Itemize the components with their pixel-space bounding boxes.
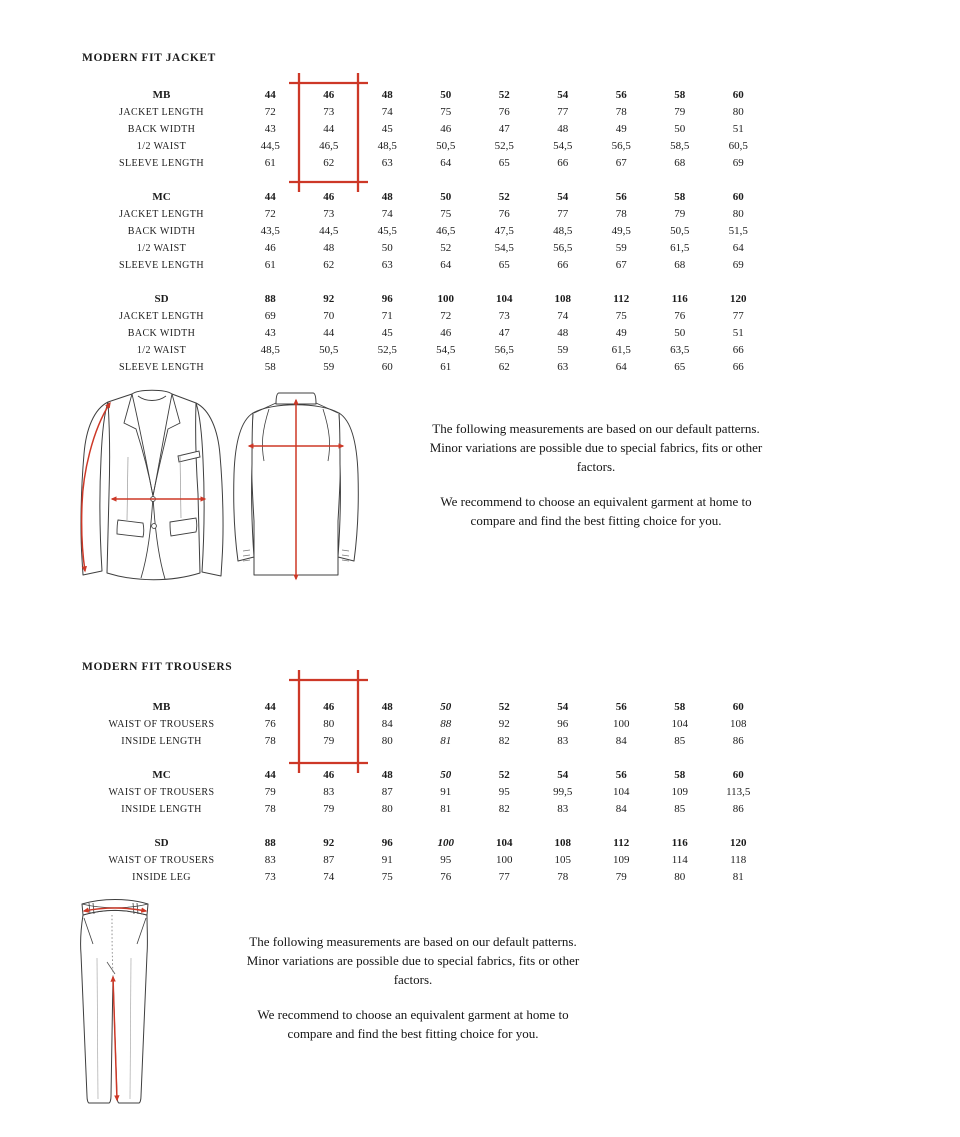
value-cell: 86 <box>732 735 744 747</box>
value-cell: 100 <box>613 718 630 730</box>
value-cell: 59 <box>615 242 627 254</box>
note-paragraph: The following measurements are based on our default patterns. Minor variations are possible due to special fabrics, fits or other factors. <box>246 934 580 987</box>
value-cell: 47,5 <box>494 225 514 237</box>
value-cell: 48 <box>557 327 569 339</box>
size-header: 52 <box>498 89 510 101</box>
value-cell: 43,5 <box>260 225 280 237</box>
value-cell: 95 <box>498 786 510 798</box>
measure-label: SLEEVE LENGTH <box>119 158 204 169</box>
value-cell: 76 <box>674 310 686 322</box>
measure-label: SLEEVE LENGTH <box>119 362 204 373</box>
jacket-back-right-sleeve <box>338 413 358 561</box>
jacket-front-left-sleeve <box>81 402 108 575</box>
measure-label: BACK WIDTH <box>127 328 196 339</box>
size-header: 60 <box>732 769 744 781</box>
value-cell: 59 <box>323 361 335 373</box>
size-header: 58 <box>674 89 686 101</box>
value-cell: 46,5 <box>436 225 456 237</box>
value-cell: 51 <box>732 123 744 135</box>
size-header: 88 <box>264 293 276 305</box>
value-cell: 61,5 <box>670 242 690 254</box>
value-cell: 50 <box>674 123 686 135</box>
value-cell: 46,5 <box>319 140 339 152</box>
measure-label: JACKET LENGTH <box>119 107 204 118</box>
size-header: 48 <box>381 701 393 713</box>
jacket-back-left-sleeve <box>234 413 254 561</box>
value-cell: 63 <box>381 259 393 271</box>
value-cell: 48,5 <box>377 140 397 152</box>
measure-label: INSIDE LEG <box>132 872 191 883</box>
value-cell: 50,5 <box>436 140 456 152</box>
value-cell: 45,5 <box>377 225 397 237</box>
size-header: 120 <box>730 837 747 849</box>
value-cell: 80 <box>732 106 744 118</box>
value-cell: 63 <box>557 361 569 373</box>
size-system-label: MC <box>152 191 171 203</box>
value-cell: 78 <box>264 803 276 815</box>
size-header: 48 <box>381 769 393 781</box>
size-header: 58 <box>674 701 686 713</box>
value-cell: 77 <box>557 208 569 220</box>
value-cell: 81 <box>440 803 452 815</box>
measure-label: BACK WIDTH <box>127 226 196 237</box>
note-paragraph: The following measurements are based on our default patterns. Minor variations are possible due to special fabrics, fits or other factors. <box>429 421 763 474</box>
size-header: 46 <box>323 89 335 101</box>
value-cell: 47 <box>498 327 510 339</box>
size-header: 56 <box>615 701 627 713</box>
size-header: 92 <box>323 837 335 849</box>
value-cell: 50,5 <box>670 225 690 237</box>
measure-label: INSIDE LENGTH <box>121 804 202 815</box>
value-cell: 82 <box>498 803 510 815</box>
size-system-label: SD <box>154 837 169 849</box>
value-cell: 73 <box>323 106 335 118</box>
value-cell: 79 <box>264 786 276 798</box>
value-cell: 64 <box>732 242 744 254</box>
value-cell: 72 <box>264 208 276 220</box>
value-cell: 44 <box>323 123 335 135</box>
value-cell: 48,5 <box>260 344 280 356</box>
jacket-notes <box>419 419 773 530</box>
size-header: 56 <box>615 89 627 101</box>
size-header: 54 <box>557 701 569 713</box>
value-cell: 54,5 <box>436 344 456 356</box>
value-cell: 52,5 <box>494 140 514 152</box>
value-cell: 60,5 <box>728 140 748 152</box>
value-cell: 64 <box>615 361 627 373</box>
trousers-table-mb <box>82 699 774 750</box>
value-cell: 68 <box>674 259 686 271</box>
value-cell: 73 <box>264 871 276 883</box>
value-cell: 47 <box>498 123 510 135</box>
bottom-button <box>152 524 157 529</box>
size-header: 50 <box>440 191 452 203</box>
trousers-section-title: MODERN FIT TROUSERS <box>82 661 233 673</box>
value-cell: 61 <box>264 157 276 169</box>
value-cell: 52 <box>440 242 452 254</box>
size-header: 92 <box>323 293 335 305</box>
size-header: 44 <box>264 701 276 713</box>
value-cell: 77 <box>732 310 744 322</box>
value-cell: 84 <box>615 803 627 815</box>
value-cell: 61 <box>264 259 276 271</box>
value-cell: 68 <box>674 157 686 169</box>
measure-label: BACK WIDTH <box>127 124 196 135</box>
value-cell: 92 <box>498 718 510 730</box>
jacket-section-title: MODERN FIT JACKET <box>82 52 216 64</box>
value-cell: 70 <box>323 310 335 322</box>
value-cell: 44 <box>323 327 335 339</box>
value-cell: 80 <box>674 871 686 883</box>
size-header: 46 <box>323 191 335 203</box>
value-cell: 80 <box>323 718 335 730</box>
value-cell: 109 <box>671 786 688 798</box>
value-cell: 74 <box>323 871 335 883</box>
size-system-label: MC <box>152 769 171 781</box>
size-header: 48 <box>381 89 393 101</box>
value-cell: 108 <box>730 718 747 730</box>
value-cell: 83 <box>557 803 569 815</box>
value-cell: 45 <box>381 327 393 339</box>
size-header: 54 <box>557 89 569 101</box>
value-cell: 67 <box>615 259 627 271</box>
size-system-label: MB <box>152 701 171 713</box>
value-cell: 78 <box>615 208 627 220</box>
value-cell: 58,5 <box>670 140 690 152</box>
size-header: 44 <box>264 191 276 203</box>
size-header: 112 <box>613 837 630 849</box>
size-header: 50 <box>440 89 452 101</box>
value-cell: 83 <box>557 735 569 747</box>
value-cell: 76 <box>498 106 510 118</box>
value-cell: 79 <box>674 208 686 220</box>
size-header: 56 <box>615 769 627 781</box>
value-cell: 46 <box>264 242 276 254</box>
jacket-back-diagram <box>227 389 365 589</box>
value-cell: 105 <box>554 854 571 866</box>
value-cell: 78 <box>557 871 569 883</box>
trousers-table-sd <box>82 835 774 886</box>
value-cell: 113,5 <box>726 786 751 798</box>
value-cell: 46 <box>440 123 452 135</box>
value-cell: 99,5 <box>553 786 573 798</box>
value-cell: 77 <box>557 106 569 118</box>
size-system-label: SD <box>154 293 169 305</box>
value-cell: 95 <box>440 854 452 866</box>
note-paragraph: We recommend to choose an equivalent garment at home to compare and find the best fitting choice for you. <box>257 1007 569 1041</box>
size-header: 56 <box>615 191 627 203</box>
value-cell: 91 <box>381 854 393 866</box>
value-cell: 50 <box>674 327 686 339</box>
value-cell: 78 <box>264 735 276 747</box>
value-cell: 62 <box>323 259 335 271</box>
value-cell: 77 <box>498 871 510 883</box>
value-cell: 79 <box>323 735 335 747</box>
value-cell: 81 <box>732 871 744 883</box>
value-cell: 79 <box>674 106 686 118</box>
value-cell: 43 <box>264 327 276 339</box>
size-header: 50 <box>440 769 452 781</box>
measure-label: 1/2 WAIST <box>136 345 187 356</box>
size-header: 46 <box>323 701 335 713</box>
size-header: 60 <box>732 89 744 101</box>
measure-label: INSIDE LENGTH <box>121 736 202 747</box>
size-header: 96 <box>381 837 393 849</box>
value-cell: 69 <box>732 259 744 271</box>
size-header: 50 <box>440 701 452 713</box>
value-cell: 104 <box>671 718 688 730</box>
value-cell: 62 <box>498 361 510 373</box>
size-system-label: MB <box>152 89 171 101</box>
value-cell: 83 <box>264 854 276 866</box>
value-cell: 66 <box>732 344 744 356</box>
value-cell: 59 <box>557 344 569 356</box>
value-cell: 69 <box>264 310 276 322</box>
value-cell: 45 <box>381 123 393 135</box>
value-cell: 46 <box>440 327 452 339</box>
value-cell: 66 <box>557 157 569 169</box>
value-cell: 84 <box>381 718 393 730</box>
jacket-table-sd <box>82 291 774 376</box>
value-cell: 51 <box>732 327 744 339</box>
value-cell: 87 <box>381 786 393 798</box>
value-cell: 50,5 <box>319 344 339 356</box>
trousers-notes <box>236 932 590 1043</box>
size-header: 46 <box>323 769 335 781</box>
left-flap-pocket <box>117 520 144 537</box>
size-header: 116 <box>671 837 688 849</box>
value-cell: 44,5 <box>260 140 280 152</box>
value-cell: 64 <box>440 157 452 169</box>
value-cell: 72 <box>440 310 452 322</box>
size-header: 60 <box>732 191 744 203</box>
size-header: 54 <box>557 191 569 203</box>
value-cell: 80 <box>732 208 744 220</box>
value-cell: 60 <box>381 361 393 373</box>
jacket-table-mb <box>82 87 774 172</box>
value-cell: 54,5 <box>553 140 573 152</box>
jacket-front-right-sleeve <box>196 403 223 576</box>
value-cell: 76 <box>498 208 510 220</box>
measure-label: WAIST OF TROUSERS <box>108 855 215 866</box>
value-cell: 75 <box>440 106 452 118</box>
value-cell: 62 <box>323 157 335 169</box>
value-cell: 71 <box>381 310 393 322</box>
value-cell: 80 <box>381 735 393 747</box>
value-cell: 65 <box>498 259 510 271</box>
value-cell: 80 <box>381 803 393 815</box>
value-cell: 73 <box>498 310 510 322</box>
size-header: 88 <box>264 837 276 849</box>
trousers-size-tables <box>82 699 774 886</box>
measure-label: JACKET LENGTH <box>119 209 204 220</box>
value-cell: 79 <box>615 871 627 883</box>
size-header: 52 <box>498 701 510 713</box>
size-header: 52 <box>498 769 510 781</box>
value-cell: 83 <box>323 786 335 798</box>
value-cell: 64 <box>440 259 452 271</box>
value-cell: 75 <box>440 208 452 220</box>
value-cell: 69 <box>732 157 744 169</box>
value-cell: 85 <box>674 735 686 747</box>
value-cell: 91 <box>440 786 452 798</box>
value-cell: 85 <box>674 803 686 815</box>
size-header: 108 <box>554 293 571 305</box>
value-cell: 54,5 <box>494 242 514 254</box>
value-cell: 66 <box>557 259 569 271</box>
note-paragraph: We recommend to choose an equivalent garment at home to compare and find the best fitting choice for you. <box>440 494 752 528</box>
value-cell: 96 <box>557 718 569 730</box>
value-cell: 109 <box>613 854 630 866</box>
size-header: 112 <box>613 293 630 305</box>
value-cell: 74 <box>557 310 569 322</box>
value-cell: 66 <box>732 361 744 373</box>
jacket-front-diagram <box>76 389 226 589</box>
value-cell: 48 <box>557 123 569 135</box>
size-header: 58 <box>674 191 686 203</box>
value-cell: 75 <box>381 871 393 883</box>
value-cell: 49,5 <box>611 225 631 237</box>
value-cell: 51,5 <box>728 225 748 237</box>
value-cell: 67 <box>615 157 627 169</box>
value-cell: 73 <box>323 208 335 220</box>
value-cell: 78 <box>615 106 627 118</box>
value-cell: 65 <box>674 361 686 373</box>
value-cell: 56,5 <box>494 344 514 356</box>
trousers-diagram <box>76 896 154 1108</box>
jacket-table-mc <box>82 189 774 274</box>
value-cell: 74 <box>381 208 393 220</box>
value-cell: 74 <box>381 106 393 118</box>
value-cell: 43 <box>264 123 276 135</box>
value-cell: 48 <box>323 242 335 254</box>
value-cell: 50 <box>381 242 393 254</box>
value-cell: 82 <box>498 735 510 747</box>
value-cell: 81 <box>440 735 452 747</box>
value-cell: 56,5 <box>611 140 631 152</box>
value-cell: 63 <box>381 157 393 169</box>
value-cell: 61,5 <box>611 344 631 356</box>
value-cell: 88 <box>440 718 452 730</box>
value-cell: 52,5 <box>377 344 397 356</box>
jacket-front-body <box>107 390 200 580</box>
value-cell: 65 <box>498 157 510 169</box>
value-cell: 48,5 <box>553 225 573 237</box>
size-header: 104 <box>496 293 513 305</box>
size-header: 48 <box>381 191 393 203</box>
value-cell: 87 <box>323 854 335 866</box>
value-cell: 114 <box>671 854 688 866</box>
value-cell: 84 <box>615 735 627 747</box>
value-cell: 49 <box>615 327 627 339</box>
size-header: 54 <box>557 769 569 781</box>
size-header: 44 <box>264 769 276 781</box>
value-cell: 44,5 <box>319 225 339 237</box>
value-cell: 76 <box>264 718 276 730</box>
value-cell: 79 <box>323 803 335 815</box>
value-cell: 63,5 <box>670 344 690 356</box>
size-header: 100 <box>437 293 454 305</box>
value-cell: 118 <box>730 854 747 866</box>
size-header: 104 <box>496 837 513 849</box>
value-cell: 72 <box>264 106 276 118</box>
measure-label: SLEEVE LENGTH <box>119 260 204 271</box>
value-cell: 104 <box>613 786 630 798</box>
value-cell: 76 <box>440 871 452 883</box>
measure-label: 1/2 WAIST <box>136 243 187 254</box>
value-cell: 100 <box>496 854 513 866</box>
value-cell: 56,5 <box>553 242 573 254</box>
size-header: 96 <box>381 293 393 305</box>
measure-label: WAIST OF TROUSERS <box>108 787 215 798</box>
measure-label: WAIST OF TROUSERS <box>108 719 215 730</box>
size-header: 58 <box>674 769 686 781</box>
measure-label: JACKET LENGTH <box>119 311 204 322</box>
value-cell: 86 <box>732 803 744 815</box>
value-cell: 58 <box>264 361 276 373</box>
value-cell: 75 <box>615 310 627 322</box>
size-header: 116 <box>671 293 688 305</box>
size-header: 52 <box>498 191 510 203</box>
size-header: 44 <box>264 89 276 101</box>
size-header: 100 <box>437 837 454 849</box>
measure-label: 1/2 WAIST <box>136 141 187 152</box>
value-cell: 49 <box>615 123 627 135</box>
trousers-table-mc <box>82 767 774 818</box>
value-cell: 61 <box>440 361 452 373</box>
size-header: 60 <box>732 701 744 713</box>
size-header: 120 <box>730 293 747 305</box>
jacket-size-tables <box>82 87 774 376</box>
size-header: 108 <box>554 837 571 849</box>
